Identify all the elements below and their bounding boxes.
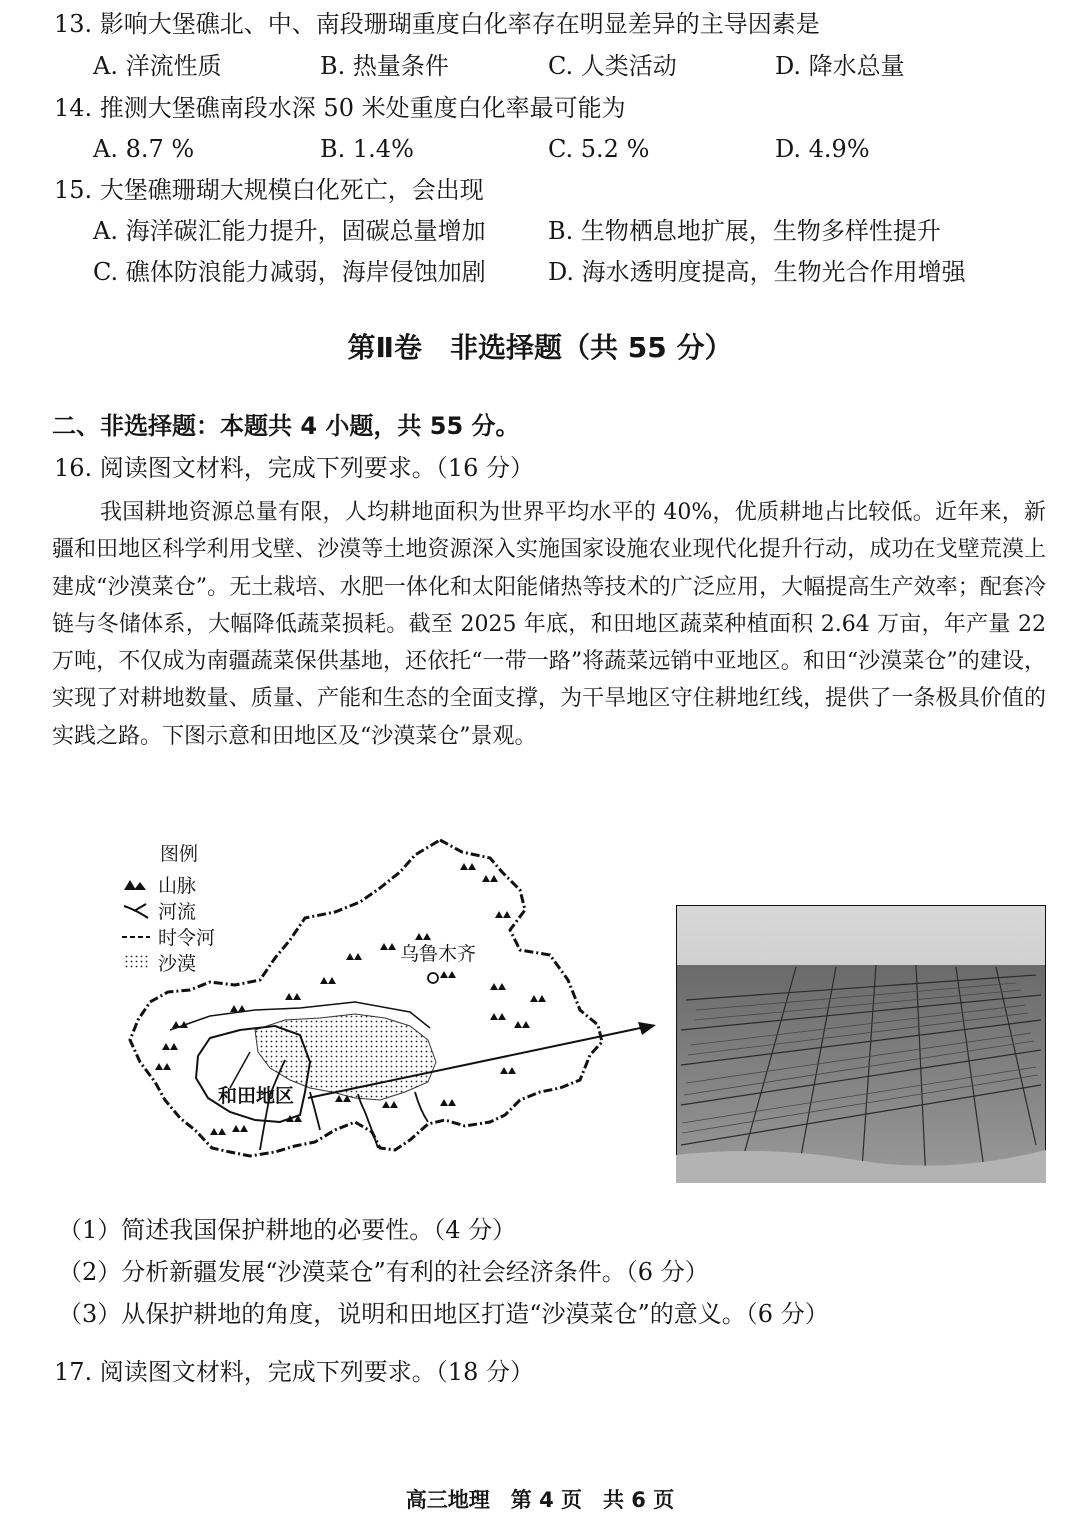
q15-option-a: A. 海洋碳汇能力提升，固碳总量增加 [93, 217, 486, 245]
legend-desert-icon [124, 954, 150, 970]
q14-option-d: D. 4.9% [775, 135, 870, 163]
q13-option-b: B. 热量条件 [320, 52, 449, 80]
q13-stem: 13. 影响大堡礁北、中、南段珊瑚重度白化率存在明显差异的主导因素是 [54, 10, 820, 38]
legend-seasonal-river-label: 时令河 [158, 927, 216, 949]
q13-option-a: A. 洋流性质 [93, 52, 222, 80]
xinjiang-boundary [130, 840, 602, 1156]
river-4 [415, 1092, 428, 1122]
q16-material-paragraph: 我国耕地资源总量有限，人均耕地面积为世界平均水平的 40%，优质耕地占比较低。近年来，新疆和田地区科学利用戈壁、沙漠等土地资源深入实施国家设施农业现代化提升行动，成功在戈壁荒漠上建成“沙漠菜仓”。无土栽培、水肥一体化和太阳能储热等技术的广泛应用，大幅提高生产效率；配套冷链与冬储体系，大幅降低蔬菜损耗。截至 2025 年底，和田地区蔬菜种植面积 2.64 万亩，年产量 22 万吨，不仅成为南疆蔬菜保供基地，还依托“一带一路”将蔬菜远销中亚地区。和田“沙漠菜仓”的建设，实现了对耕地数量、质量、产能和生态的全面支撑，为干旱地区守住耕地红线，提供了一条极具价值的实践之路。下图示意和田地区及“沙漠菜仓”景观。 [52, 500, 1046, 749]
q15-option-c: C. 礁体防浪能力减弱，海岸侵蚀加剧 [93, 258, 486, 286]
q14-option-a: A. 8.7 % [93, 135, 195, 163]
q15-stem: 15. 大堡礁珊瑚大规模白化死亡，会出现 [54, 176, 484, 204]
q17-stem: 17. 阅读图文材料，完成下列要求。（18 分） [54, 1358, 534, 1386]
q14-option-c: C. 5.2 % [548, 135, 650, 163]
river-5 [230, 1052, 250, 1088]
legend-river-icon [124, 904, 148, 918]
q13-option-c: C. 人类活动 [548, 52, 677, 80]
q13-option-d: D. 降水总量 [775, 52, 905, 80]
legend-mountain-icon [124, 880, 146, 890]
pointer-arrow-head-icon [638, 1022, 656, 1035]
legend-mountain-label: 山脉 [158, 875, 197, 897]
xinjiang-map [110, 830, 670, 1180]
q14-stem: 14. 推测大堡礁南段水深 50 米处重度白化率最可能为 [54, 94, 626, 122]
q16-sub-question-2: （2）分析新疆发展“沙漠菜仓”有利的社会经济条件。（6 分） [58, 1258, 709, 1286]
urumqi-label: 乌鲁木齐 [400, 943, 477, 965]
q15-option-d: D. 海水透明度提高，生物光合作用增强 [548, 258, 966, 286]
q16-sub-question-3: （3）从保护耕地的角度，说明和田地区打造“沙漠菜仓”的意义。（6 分） [58, 1300, 829, 1328]
legend-desert-label: 沙漠 [158, 953, 197, 975]
section-title: 第Ⅱ卷 非选择题（共 55 分） [347, 331, 733, 364]
hotan-region-label: 和田地区 [218, 1085, 295, 1107]
section-heading: 二、非选择题：本题共 4 小题，共 55 分。 [52, 412, 520, 440]
q16-sub-question-1: （1）简述我国保护耕地的必要性。（4 分） [58, 1216, 517, 1244]
q14-option-b: B. 1.4% [320, 135, 414, 163]
legend-river-label: 河流 [158, 901, 197, 923]
legend-title: 图例 [160, 843, 199, 865]
desert-greenhouse-photo [676, 905, 1046, 1183]
q15-option-b: B. 生物栖息地扩展，生物多样性提升 [548, 217, 941, 245]
urumqi-city-icon [428, 973, 438, 983]
page-footer: 高三地理 第 4 页 共 6 页 [405, 1488, 675, 1512]
q16-stem: 16. 阅读图文材料，完成下列要求。（16 分） [54, 454, 534, 482]
river-3 [358, 1094, 378, 1148]
